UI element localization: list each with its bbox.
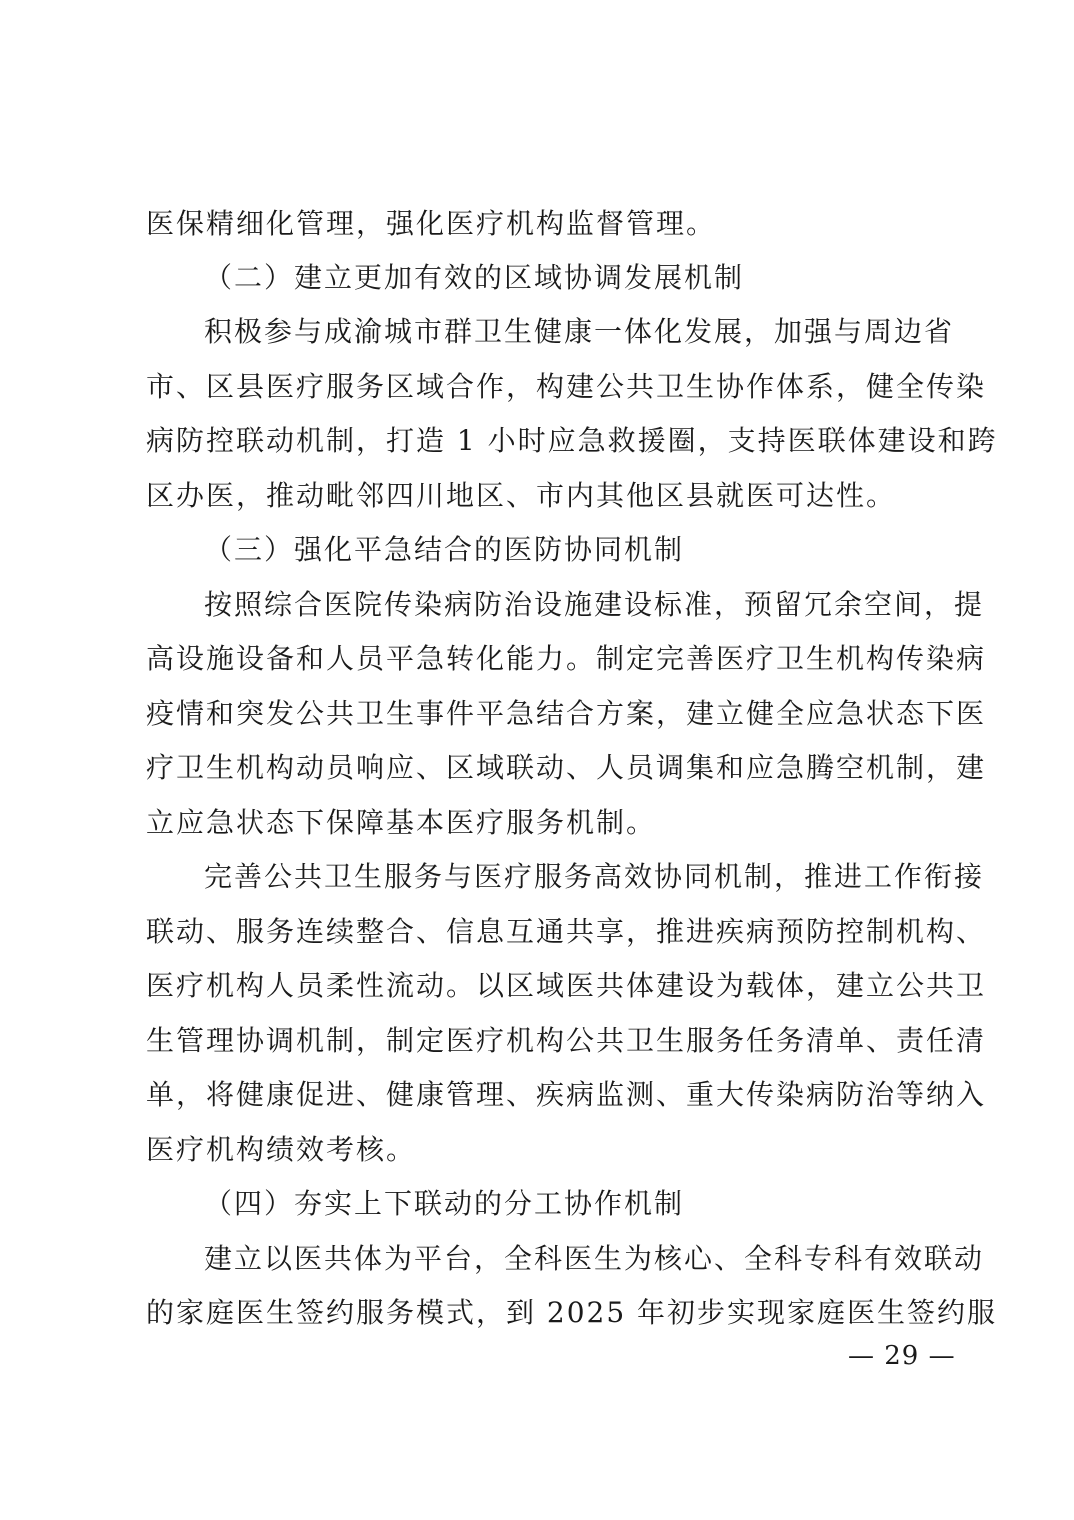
paragraph-line: 区办医，推动毗邻四川地区、市内其他区县就医可达性。 (146, 479, 897, 512)
paragraph-line: 联动、服务连续整合、信息互通共享，推进疾病预防控制机构、 (146, 915, 987, 948)
paragraph-line: 按照综合医院传染病防治设施建设标准，预留冗余空间，提 (204, 588, 985, 621)
paragraph-line: 生管理协调机制，制定医疗机构公共卫生服务任务清单、责任清 (146, 1024, 987, 1057)
paragraph-line: 疫情和突发公共卫生事件平急结合方案，建立健全应急状态下医 (146, 697, 987, 730)
paragraph-line: 高设施设备和人员平急转化能力。制定完善医疗卫生机构传染病 (146, 642, 987, 675)
section-heading-2: （二）建立更加有效的区域协调发展机制 (204, 261, 745, 294)
paragraph-line: 市、区县医疗服务区域合作，构建公共卫生协作体系，健全传染 (146, 370, 987, 403)
paragraph-line: 积极参与成渝城市群卫生健康一体化发展，加强与周边省 (204, 315, 955, 348)
paragraph-continuation-line: 医保精细化管理，强化医疗机构监督管理。 (146, 207, 717, 240)
paragraph-line: 建立以医共体为平台，全科医生为核心、全科专科有效联动 (204, 1242, 985, 1275)
paragraph-line: 医疗机构人员柔性流动。以区域医共体建设为载体，建立公共卫 (146, 969, 987, 1002)
page-number: — 29 — (848, 1341, 956, 1371)
paragraph-line: 医疗机构绩效考核。 (146, 1133, 417, 1166)
paragraph-line: 完善公共卫生服务与医疗服务高效协同机制，推进工作衔接 (204, 860, 985, 893)
section-heading-4: （四）夯实上下联动的分工协作机制 (204, 1187, 685, 1220)
paragraph-line: 立应急状态下保障基本医疗服务机制。 (146, 806, 657, 839)
section-heading-3: （三）强化平急结合的医防协同机制 (204, 533, 685, 566)
paragraph-line: 疗卫生机构动员响应、区域联动、人员调集和应急腾空机制，建 (146, 751, 987, 784)
paragraph-line: 单，将健康促进、健康管理、疾病监测、重大传染病防治等纳入 (146, 1078, 987, 1111)
paragraph-line: 病防控联动机制，打造 1 小时应急救援圈，支持医联体建设和跨 (146, 424, 998, 457)
paragraph-line: 的家庭医生签约服务模式，到 2025 年初步实现家庭医生签约服 (146, 1296, 998, 1329)
